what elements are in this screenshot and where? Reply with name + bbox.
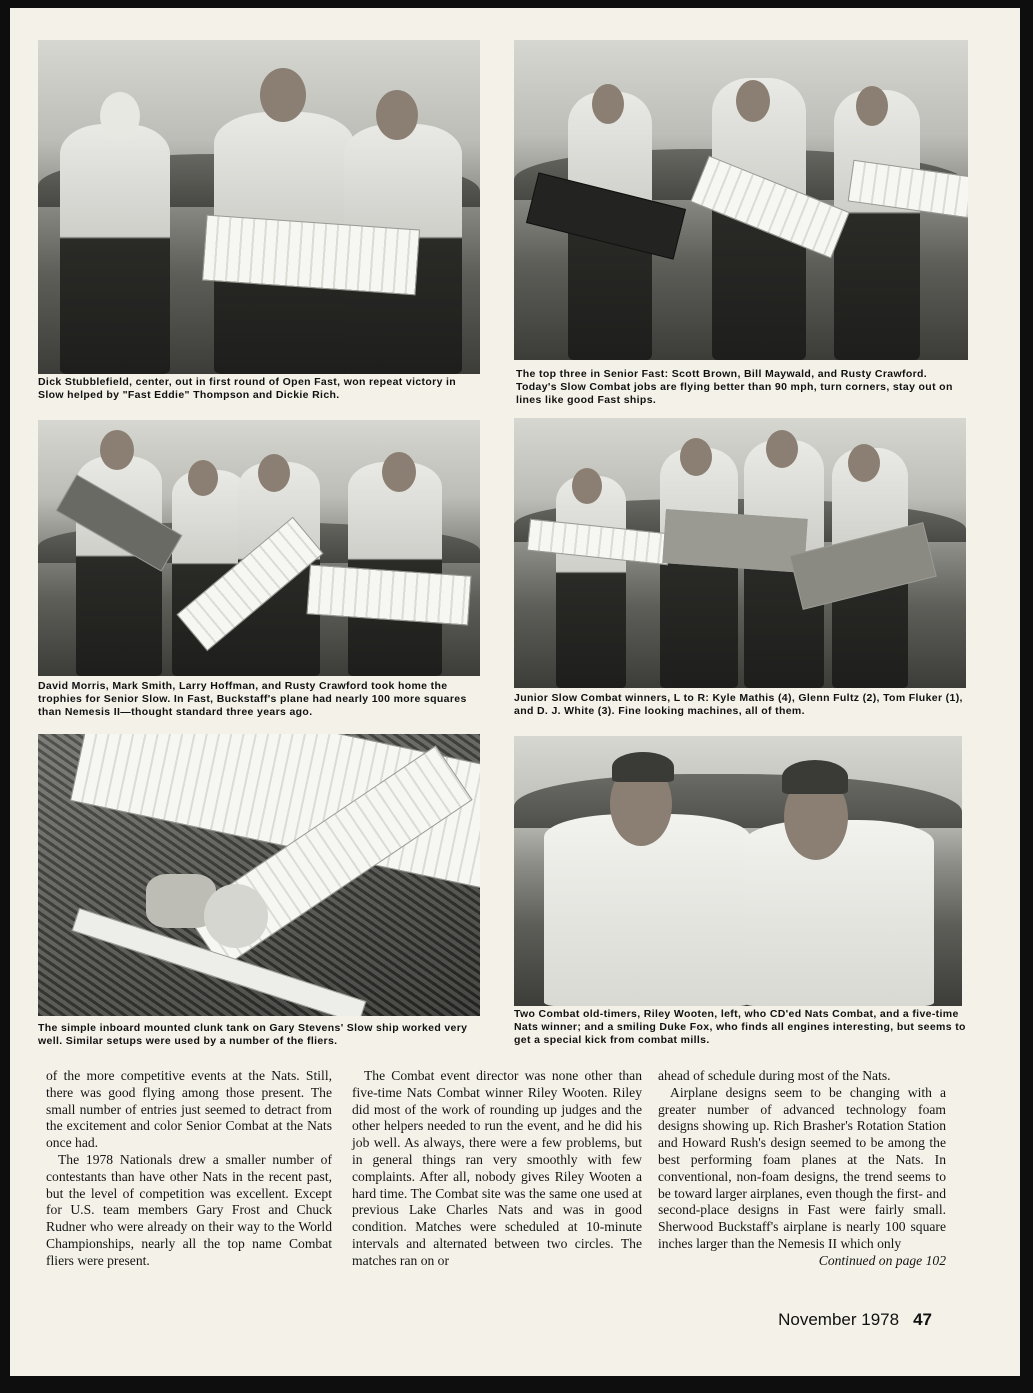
page-number: 47 xyxy=(913,1310,932,1329)
photo-senior-slow-winners xyxy=(38,420,480,676)
photo-stubblefield-trio xyxy=(38,40,480,374)
article-paragraph: Airplane designs seem to be changing with a greater number of advanced technology foam designs showing up. Rich Brasher's Rotation Station and Howard Rush's design seemed to be among the best performing foam planes at the Nats. In conventional, non-foam designs, the trend seems to be toward larger airplanes, even though the first- and second-place designs in Fast were fairly small. Sherwood Buckstaff's airplane is nearly 100 square inches larger than the Nemesis II which only xyxy=(658,1084,946,1251)
issue-date: November 1978 xyxy=(778,1310,900,1329)
photo-senior-fast-top-three xyxy=(514,40,968,360)
photo-clunk-tank-closeup xyxy=(38,734,480,1016)
continued-on-page-link[interactable]: Continued on page 102 xyxy=(818,1252,946,1268)
article-paragraph: The 1978 Nationals drew a smaller number of contestants than have other Nats in the recent past, but the level of competition was excellent. Except for U.S. team members Gary Frost and Chuck Rudner who were already on their way to the World Championships, nearly all the top name Combat fliers were present. xyxy=(46,1151,332,1268)
caption-stubblefield-trio: Dick Stubblefield, center, out in first round of Open Fast, won repeat victory in Slow helped by "Fast Eddie" Thompson and Dickie Rich. xyxy=(38,376,457,401)
caption-clunk-tank-closeup: The simple inboard mounted clunk tank on Gary Stevens' Slow ship worked very well. Similar setups were used by a number of the fliers. xyxy=(38,1022,468,1047)
article-column-1 xyxy=(46,1068,332,1270)
caption-senior-slow-winners: David Morris, Mark Smith, Larry Hoffman, and Rusty Crawford took home the trophies for Senior Slow. In Fast, Buckstaff's plane had nearly 100 more squares than Nemesis II—thought standard three years ago. xyxy=(38,680,467,718)
article-column-2 xyxy=(352,1068,642,1270)
article-paragraph: The Combat event director was none other than five-time Nats Combat winner Riley Wooten. Riley did most of the work of rounding up judges and the other helpers needed to run the event, and he did his job well. As always, there were a few problems, but in general things ran very smoothly with few complaints. After all, nobody gives Riley Wooten a hard time. The Combat site was the same one used at previous Lake Charles Nats and was in good condition. Matches were scheduled at 10-minute intervals and alternated between two circles. The matches ran on or xyxy=(352,1068,642,1268)
article-column-3 xyxy=(658,1068,946,1270)
caption-junior-slow-winners: Junior Slow Combat winners, L to R: Kyle Mathis (4), Glenn Fultz (2), Tom Fluker (1), and D. J. White (3). Fine looking machines, all of them. xyxy=(514,692,963,717)
article-paragraph: ahead of schedule during most of the Nats. xyxy=(658,1068,891,1083)
page-footer xyxy=(778,1310,932,1330)
photo-junior-slow-winners xyxy=(514,418,966,688)
photo-wooten-and-fox xyxy=(514,736,962,1006)
caption-wooten-and-fox: Two Combat old-timers, Riley Wooten, left, who CD'ed Nats Combat, and a five-time Nats winner; and a smiling Duke Fox, who finds all engines interesting, but seems to get a special kick from combat mills. xyxy=(514,1008,966,1046)
caption-senior-fast-top-three: The top three in Senior Fast: Scott Brown, Bill Maywald, and Rusty Crawford. Today's Slow Combat jobs are flying better than 90 mph, turn corners, stay out on lines like good Fast ships. xyxy=(516,368,953,406)
article-paragraph: of the more competitive events at the Nats. Still, there was good flying among those present. The small number of entries just seemed to detract from the excitement and color Senior Combat at the Nats once had. xyxy=(46,1068,332,1151)
magazine-page xyxy=(10,8,1020,1376)
